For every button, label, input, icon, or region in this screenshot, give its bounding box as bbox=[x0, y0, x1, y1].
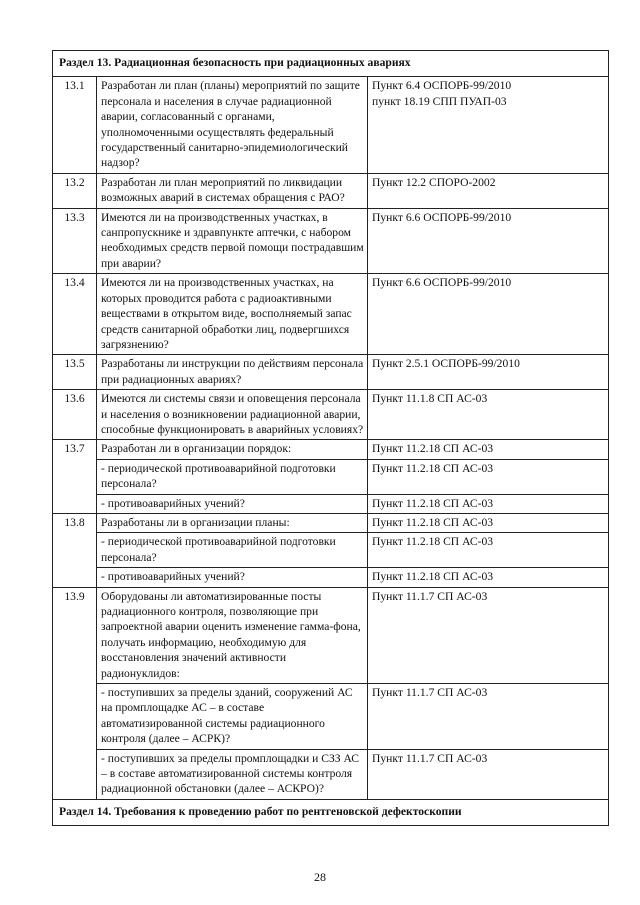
item-number: 13.3 bbox=[53, 208, 97, 274]
requirement-question: - периодической противоаварийной подготовки персонала? bbox=[97, 533, 368, 568]
section-13-header-row bbox=[53, 51, 609, 77]
table-row bbox=[53, 684, 609, 750]
table-row bbox=[53, 587, 609, 683]
item-number: 13.5 bbox=[53, 355, 97, 390]
item-number: 13.6 bbox=[53, 390, 97, 440]
item-number: 13.1 bbox=[53, 77, 97, 173]
requirement-question: - противоаварийных учений? bbox=[97, 494, 368, 513]
requirement-question: - поступивших за пределы промплощадки и СЗЗ АС – в составе автоматизированной системы контроля радиационной обстановки (далее – АСКРО)? bbox=[97, 749, 368, 799]
normative-reference: Пункт 2.5.1 ОСПОРБ-99/2010 bbox=[368, 355, 609, 390]
requirement-question: Разработан ли план мероприятий по ликвидации возможных аварий в системах обращения с РАО? bbox=[97, 173, 368, 208]
table-row bbox=[53, 568, 609, 587]
normative-reference: Пункт 11.2.18 СП АС-03 bbox=[368, 533, 609, 568]
table-row bbox=[53, 749, 609, 799]
table-row bbox=[53, 459, 609, 494]
section-13-title: Раздел 13. Радиационная безопасность при радиационных авариях bbox=[53, 51, 609, 77]
requirement-question: Разработаны ли инструкции по действиям персонала при радиационных авариях? bbox=[97, 355, 368, 390]
table-row bbox=[53, 440, 609, 459]
table-row bbox=[53, 390, 609, 440]
table-row bbox=[53, 513, 609, 532]
table-row bbox=[53, 173, 609, 208]
normative-reference: Пункт 11.2.18 СП АС-03 bbox=[368, 440, 609, 459]
requirement-question: Имеются ли на производственных участках, в санпропускнике и здравпункте аптечки, с набором необходимых средств первой помощи пострадавшим при аварии? bbox=[97, 208, 368, 274]
requirement-question: Имеются ли системы связи и оповещения персонала и населения о возникновении радиационной аварии, способные функционировать в аварийных условиях? bbox=[97, 390, 368, 440]
section-14-header-row bbox=[53, 799, 609, 825]
requirement-question: - противоаварийных учений? bbox=[97, 568, 368, 587]
normative-reference: Пункт 11.1.8 СП АС-03 bbox=[368, 390, 609, 440]
normative-reference: Пункт 11.2.18 СП АС-03 bbox=[368, 494, 609, 513]
normative-reference: Пункт 11.2.18 СП АС-03 bbox=[368, 568, 609, 587]
item-number: 13.9 bbox=[53, 587, 97, 799]
requirements-table bbox=[52, 50, 609, 826]
requirement-question: Разработаны ли в организации планы: bbox=[97, 513, 368, 532]
requirement-question: Разработан ли план (планы) мероприятий по защите персонала и населения в случае радиационной аварии, согласованный с органами, уполномоченными осуществлять федеральный государственный санитарно-эпидемиологический надзор? bbox=[97, 77, 368, 173]
requirement-question: - поступивших за пределы зданий, сооружений АС на промплощадке АС – в составе автоматизированной системы радиационного контроля (далее – АСРК)? bbox=[97, 684, 368, 750]
normative-reference: Пункт 11.1.7 СП АС-03 bbox=[368, 684, 609, 750]
requirement-question: Имеются ли на производственных участках, на которых проводится работа с радиоактивными веществами в открытом виде, восполняемый запас средств санитарной обработки лиц, подвергшихся загрязнению? bbox=[97, 274, 368, 355]
normative-reference: Пункт 6.4 ОСПОРБ-99/2010 пункт 18.19 СПП ПУАП-03 bbox=[368, 77, 609, 173]
section-14-title: Раздел 14. Требования к проведению работ по рентгеновской дефектоскопии bbox=[53, 799, 609, 825]
table-row bbox=[53, 533, 609, 568]
table-row bbox=[53, 355, 609, 390]
table-row bbox=[53, 208, 609, 274]
page-number: 28 bbox=[314, 870, 326, 884]
table-row bbox=[53, 274, 609, 355]
requirement-question: Оборудованы ли автоматизированные посты радиационного контроля, позволяющие при запроектной аварии оценить изменение гамма-фона, получать информацию, необходимую для восстановления значений активности радионуклидов: bbox=[97, 587, 368, 683]
item-number: 13.8 bbox=[53, 513, 97, 587]
normative-reference: Пункт 12.2 СПОРО-2002 bbox=[368, 173, 609, 208]
item-number: 13.4 bbox=[53, 274, 97, 355]
table-row bbox=[53, 77, 609, 173]
item-number: 13.7 bbox=[53, 440, 97, 514]
table-row bbox=[53, 494, 609, 513]
normative-reference: Пункт 11.2.18 СП АС-03 bbox=[368, 513, 609, 532]
normative-reference: Пункт 11.2.18 СП АС-03 bbox=[368, 459, 609, 494]
normative-reference: Пункт 11.1.7 СП АС-03 bbox=[368, 749, 609, 799]
item-number: 13.2 bbox=[53, 173, 97, 208]
normative-reference: Пункт 6.6 ОСПОРБ-99/2010 bbox=[368, 208, 609, 274]
normative-reference: Пункт 11.1.7 СП АС-03 bbox=[368, 587, 609, 683]
requirement-question: - периодической противоаварийной подготовки персонала? bbox=[97, 459, 368, 494]
requirement-question: Разработан ли в организации порядок: bbox=[97, 440, 368, 459]
normative-reference: Пункт 6.6 ОСПОРБ-99/2010 bbox=[368, 274, 609, 355]
